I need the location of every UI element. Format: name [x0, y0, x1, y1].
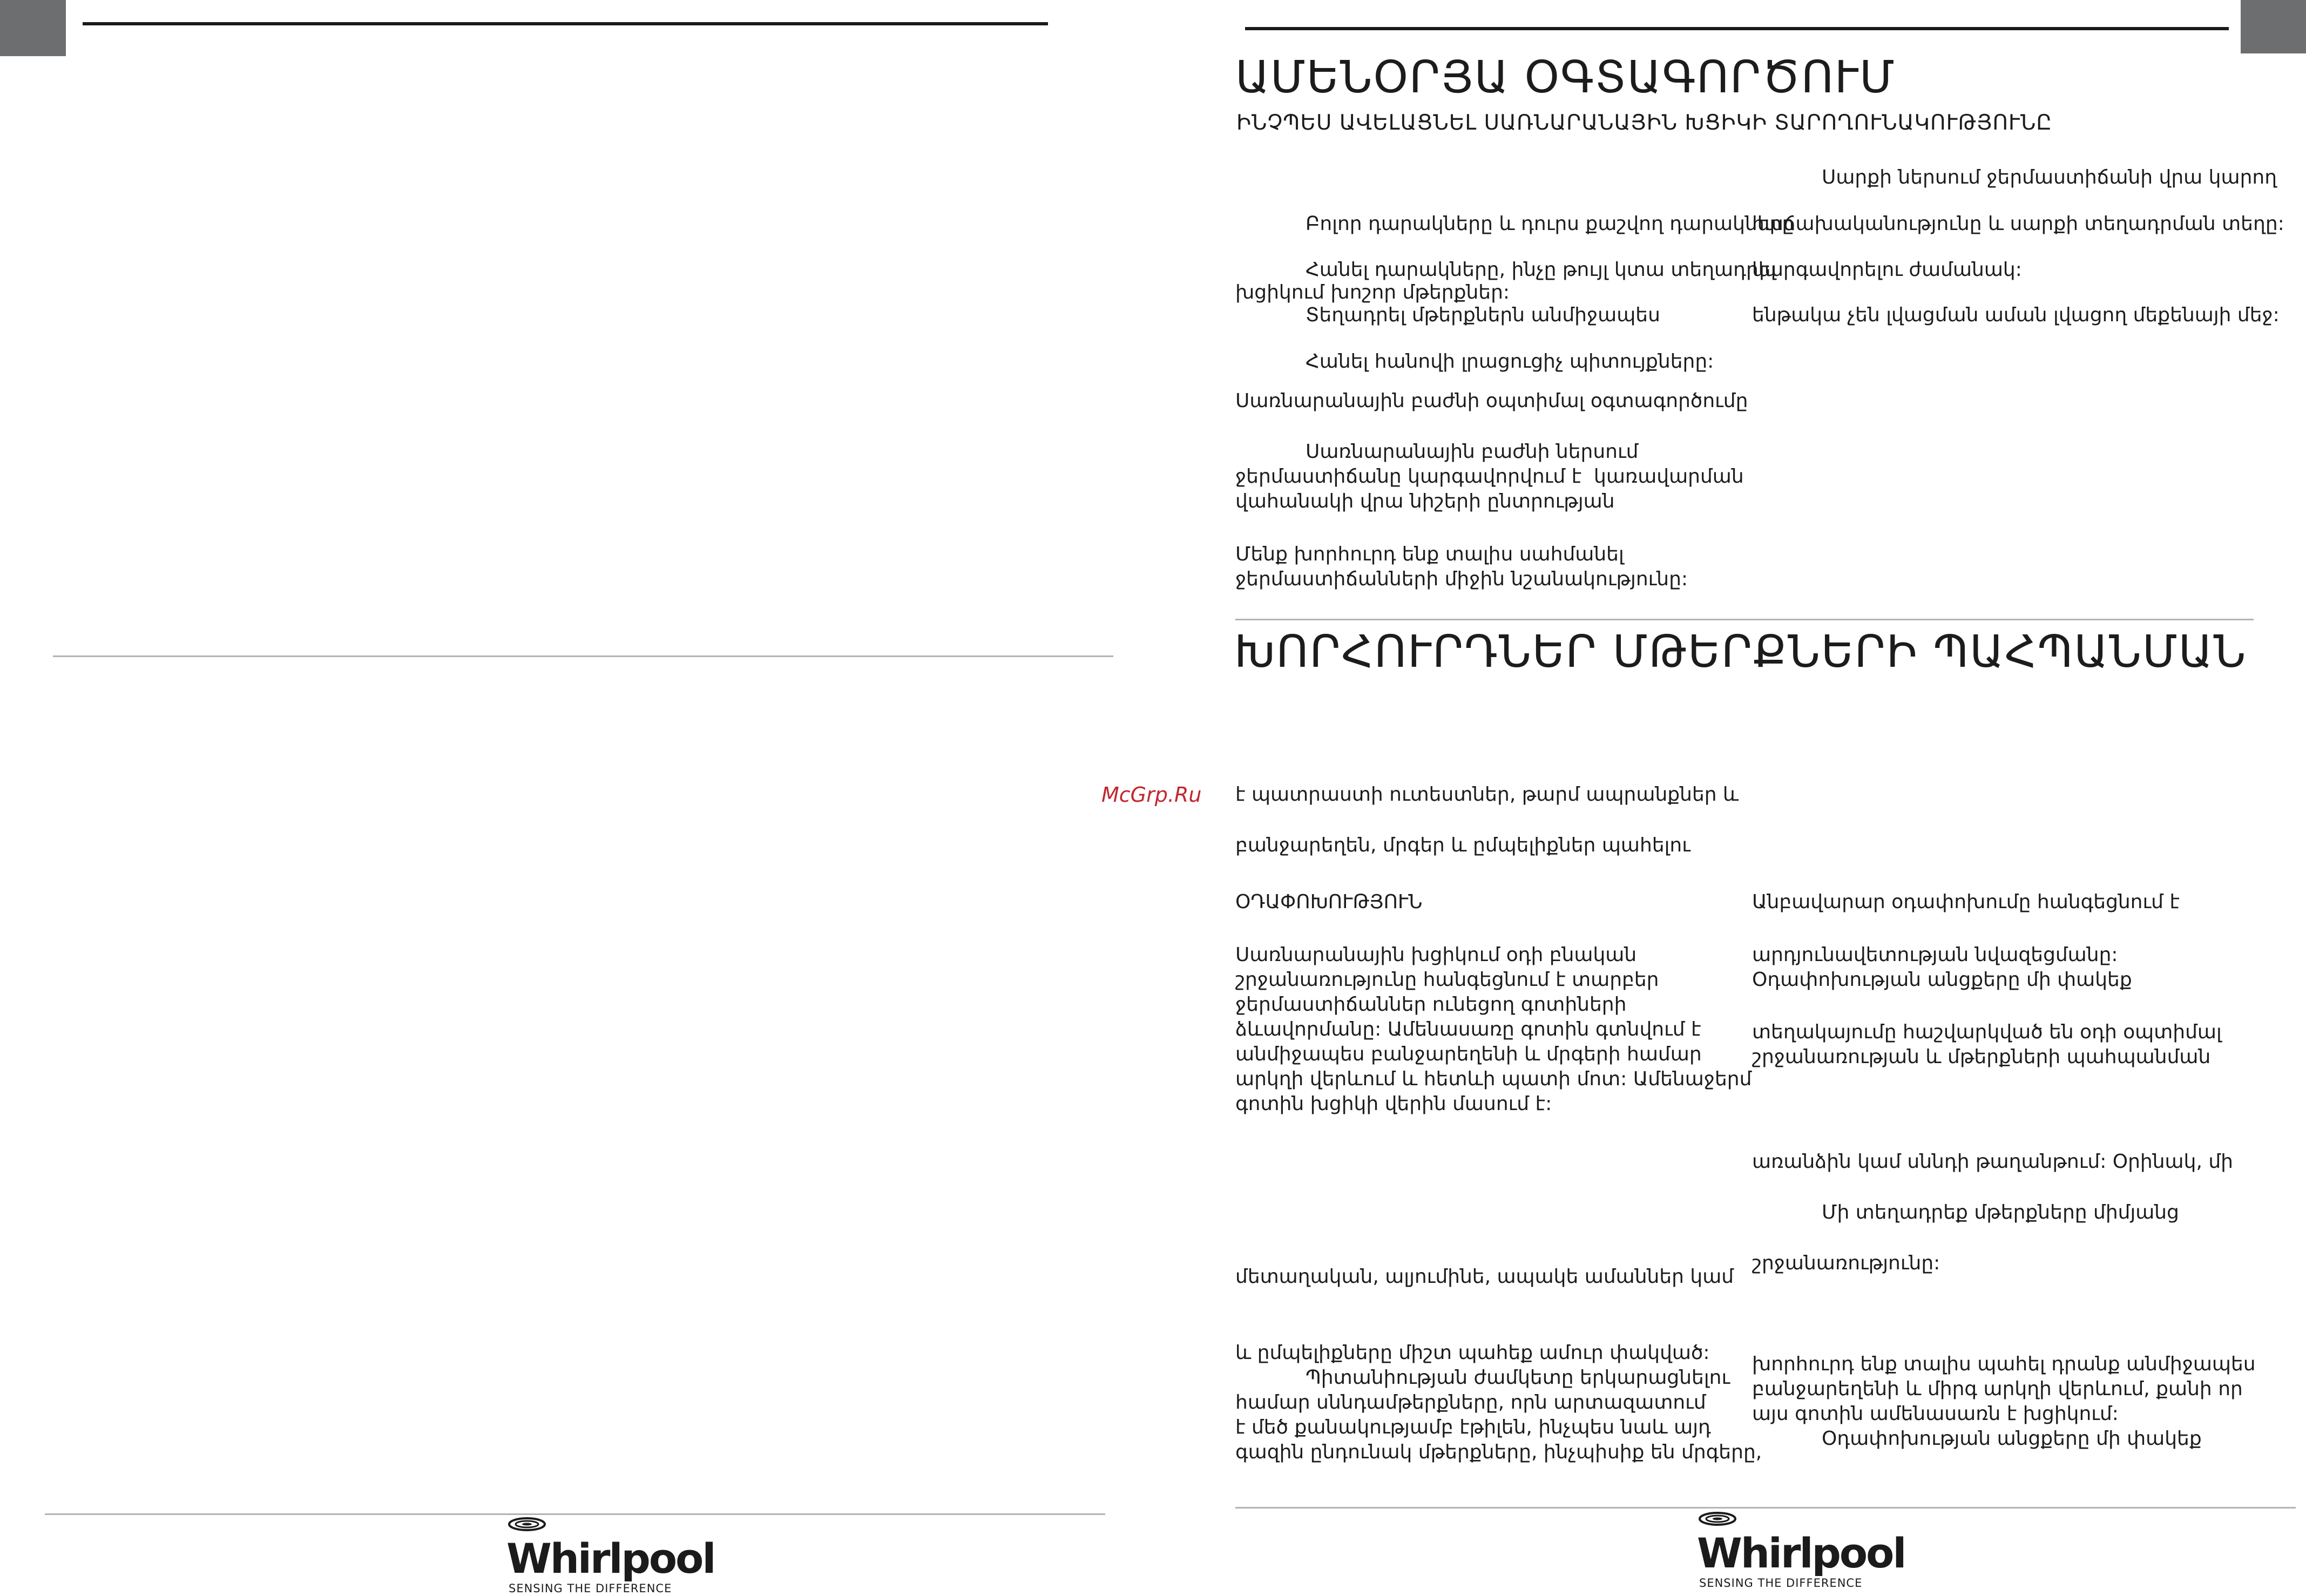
section-subtitle-capacity: ԻՆՉՊԵՍ ԱՎԵԼԱՑՆԵԼ ՍԱՌՆԱՐԱՆԱՅԻՆ ԽՑԻԿԻ ՏԱՐՈՂՈՒՆԱԿՈՒԹՅՈՒՆԸ [1236, 111, 2052, 135]
logo-tagline: SENSING THE DIFFERENCE [1699, 1577, 1863, 1590]
middle-rule-left [53, 655, 1113, 657]
brand-logo-left [506, 1515, 715, 1596]
paragraph-line: անմիջապես բանջարեղենի և մրգերի համար [1235, 1043, 1702, 1065]
logo-wordmark: Whirlpool [1697, 1529, 1905, 1577]
paragraph-line: շրջանառությունը: [1752, 1252, 1940, 1274]
paragraph-line: Օդափոխության անցքերը մի փակեք [1822, 1428, 2202, 1450]
paragraph-line: ձևավորմանը: Ամենասառը գոտին գտնվում է [1235, 1018, 1701, 1040]
paragraph-line: գոտին խցիկի վերին մասում է: [1235, 1093, 1552, 1115]
paragraph-line: բանջարեղեն, մրգեր և ըմպելիքներ պահելու [1235, 834, 1690, 856]
paragraph-line: ջերմաստիճանը կարգավորվում է կառավարման [1235, 465, 1744, 488]
paragraph-line: արկղի վերևում և հետևի պատի մոտ: Ամենաջերմ [1235, 1068, 1752, 1090]
logo-tagline: SENSING THE DIFFERENCE [509, 1582, 672, 1595]
paragraph-line: բանջարեղենի և միրգ արկղի վերևում, քանի որ [1752, 1378, 2243, 1400]
paragraph-line: շրջանառությունը հանգեցնում է տարբեր [1235, 969, 1659, 991]
ventilation-heading: ՕԴԱՓՈԽՈՒԹՅՈՒՆ [1235, 891, 1423, 913]
top-rule-right [1245, 27, 2229, 30]
paragraph-line: վահանակի վրա նիշերի ընտրության [1235, 490, 1615, 512]
paragraph-line: արդյունավետության նվազեցմանը: [1752, 944, 2118, 966]
paragraph-line: կարգավորելու ժամանակ: [1752, 259, 2022, 281]
paragraph-line: գազին ընդունակ մթերքները, ինչպիսիք են մրգերը, [1235, 1441, 1762, 1463]
paragraph-line: Սառնարանային բաժնի օպտիմալ օգտագործումը [1235, 390, 1748, 412]
paragraph-line: համար սննդամթերքները, որն արտազատում [1235, 1391, 1706, 1414]
corner-block-left [0, 0, 66, 56]
paragraph-line: Բոլոր դարակները և դուրս քաշվող դարակները [1306, 213, 1795, 235]
paragraph-line: Մի տեղադրեք մթերքները միմյանց [1822, 1201, 2179, 1223]
paragraph-line: է պատրաստի ուտեստներ, թարմ ապրանքներ և [1235, 783, 1739, 806]
section-title-daily-use: ԱՄԵՆՕՐՅԱ ՕԳՏԱԳՈՐԾՈՒՄ [1235, 52, 1896, 103]
paragraph-line: մետաղական, ալյումինե, ապակե ամաններ կամ [1235, 1266, 1734, 1288]
paragraph-line: առանձին կամ սննդի թաղանթում: Օրինակ, մի [1752, 1151, 2233, 1173]
paragraph-line: Օդափոխության անցքերը մի փակեք [1752, 969, 2132, 991]
section-divider [1235, 619, 2254, 620]
paragraph-line: Տեղադրել մթերքներն անմիջապես [1306, 304, 1660, 326]
paragraph-line: Սառնարանային խցիկում օդի բնական [1235, 944, 1637, 966]
paragraph-line: Մենք խորհուրդ ենք տալիս սահմանել [1235, 543, 1624, 565]
bottom-rule-right [1235, 1507, 2296, 1509]
corner-block-right [2241, 0, 2306, 53]
paragraph-line: Պիտանիության ժամկետը երկարացնելու [1306, 1367, 1730, 1389]
paragraph-line: ջերմաստիճանների միջին նշանակությունը: [1235, 568, 1688, 590]
paragraph-line: տեղակայումը հաշվարկված են օդի օպտիմալ [1752, 1021, 2222, 1043]
paragraph-line: խցիկում խոշոր մթերքներ: [1235, 281, 1510, 303]
logo-swirl-icon [506, 1515, 560, 1537]
paragraph-line: Սառնարանային բաժնի ներսում [1306, 441, 1639, 463]
paragraph-line: և ըմպելիքները միշտ պահեք ամուր փակված: [1235, 1342, 1710, 1364]
paragraph-line: ջերմաստիճաններ ունեցող գոտիների [1235, 993, 1627, 1016]
top-rule-left [83, 22, 1048, 25]
paragraph-line: Հանել հանովի լրացուցիչ պիտույքները: [1306, 350, 1714, 373]
paragraph-line: այս գոտին ամենասառն է խցիկում: [1752, 1403, 2119, 1425]
paragraph-line: Հանել դարակները, ինչը թույլ կտա տեղադրել [1306, 259, 1776, 281]
watermark-text: McGrp.Ru [1101, 783, 1202, 807]
paragraph-line: շրջանառության և մթերքների պահպանման [1752, 1046, 2211, 1068]
logo-swirl-icon [1697, 1510, 1751, 1531]
paragraph-line: խորհուրդ ենք տալիս պահել դրանք անմիջապես [1752, 1353, 2256, 1375]
brand-logo-right [1697, 1510, 1905, 1591]
logo-wordmark: Whirlpool [506, 1534, 715, 1583]
paragraph-line: է մեծ քանակությամբ էթիլեն, ինչպես նաև այդ [1235, 1416, 1711, 1438]
paragraph-line: Անբավարար օդափոխումը հանգեցնում է [1752, 891, 2180, 913]
paragraph-line: Սարքի ներսում ջերմաստիճանի վրա կարող [1822, 166, 2277, 188]
section-title-food-storage: ԽՈՐՀՈՒՐԴՆԵՐ ՄԹԵՐՔՆԵՐԻ ՊԱՀՊԱՆՄԱՆ [1234, 626, 2247, 678]
paragraph-line: հաճախականությունը և սարքի տեղադրման տեղը: [1752, 213, 2284, 235]
paragraph-line: ենթակա չեն լվացման աման լվացող մեքենայի մեջ: [1752, 304, 2280, 326]
